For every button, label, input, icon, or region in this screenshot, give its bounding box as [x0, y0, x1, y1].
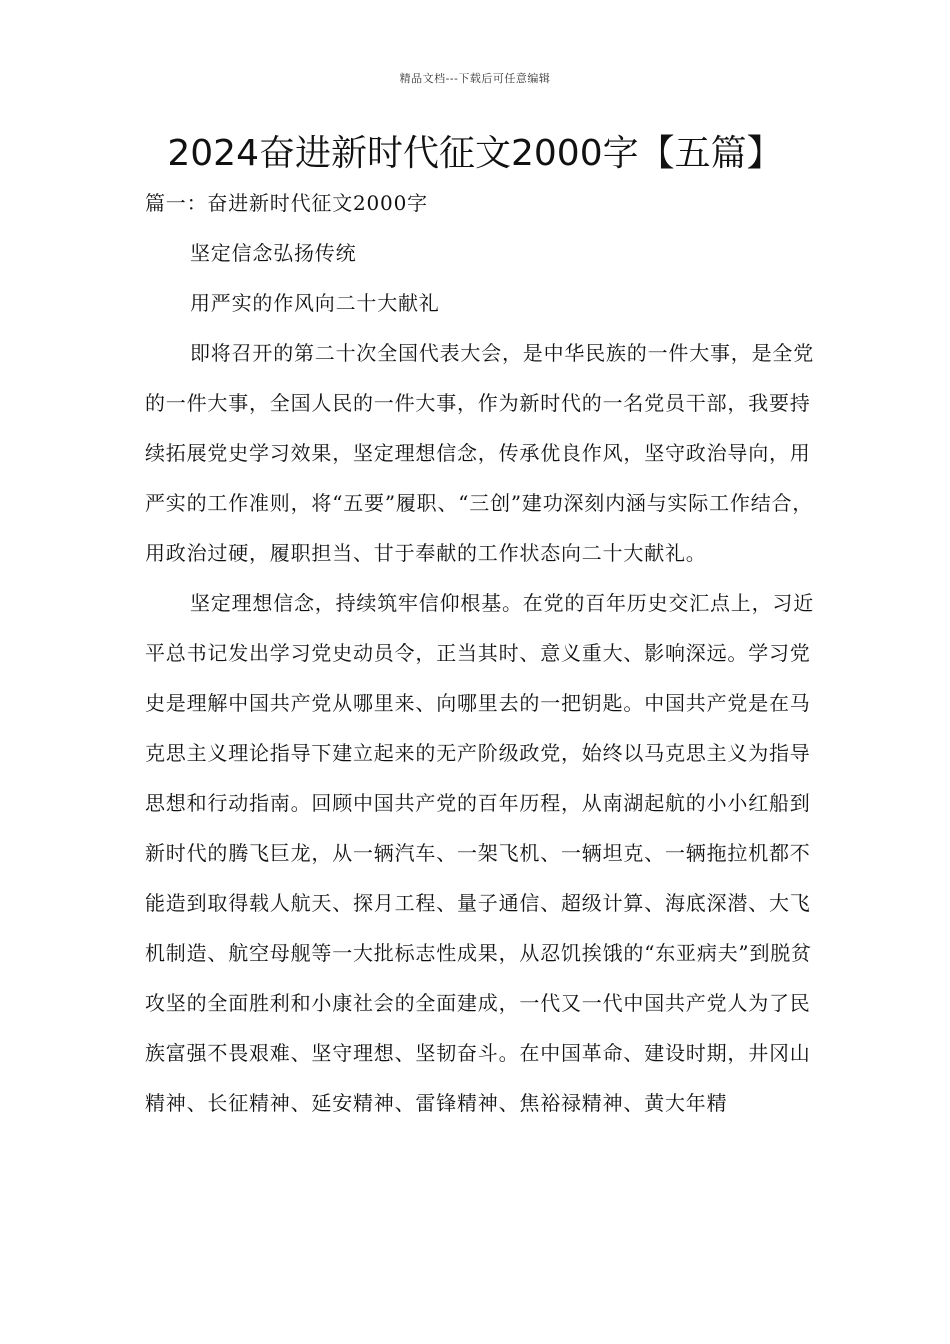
header-note: 精品文档---下载后可任意编辑 [399, 72, 551, 85]
subtitle-1: 坚定信念弘扬传统 [190, 241, 357, 265]
document-body [145, 178, 825, 1128]
paragraph-1: 即将召开的第二十次全国代表大会，是中华民族的一件大事，是全党的一件大事，全国人民的一件大事，作为新时代的一名党员干部，我要持续拓展党史学习效果，坚定理想信念，传承优良作风，坚守政治导向，用严实的工作准则，将“五要”履职、“三创”建功深刻内涵与实际工作结合，用政治过硬，履职担当、甘于奉献的工作状态向二十大献礼。 [145, 341, 814, 565]
paragraph-2: 坚定理想信念，持续筑牢信仰根基。在党的百年历史交汇点上，习近平总书记发出学习党史动员令，正当其时、意义重大、影响深远。学习党史是理解中国共产党从哪里来、向哪里去的一把钥匙。中国共产党是在马克思主义理论指导下建立起来的无产阶级政党，始终以马克思主义为指导思想和行动指南。回顾中国共产党的百年历程，从南湖起航的小小红船到新时代的腾飞巨龙，从一辆汽车、一架飞机、一辆坦克、一辆拖拉机都不能造到取得载人航天、探月工程、量子通信、超级计算、海底深潜、大飞机制造、航空母舰等一大批标志性成果，从忍饥挨饿的“东亚病夫”到脱贫攻坚的全面胜利和小康社会的全面建成，一代又一代中国共产党人为了民族富强不畏艰难、坚守理想、坚韧奋斗。在中国革命、建设时期，井冈山精神、长征精神、延安精神、雷锋精神、焦裕禄精神、黄大年精 [145, 591, 814, 1115]
subtitle-2: 用严实的作风向二十大献礼 [190, 291, 440, 315]
document-title: 2024奋进新时代征文2000字【五篇】 [167, 133, 783, 174]
section-heading: 篇一：奋进新时代征文2000字 [145, 191, 428, 215]
